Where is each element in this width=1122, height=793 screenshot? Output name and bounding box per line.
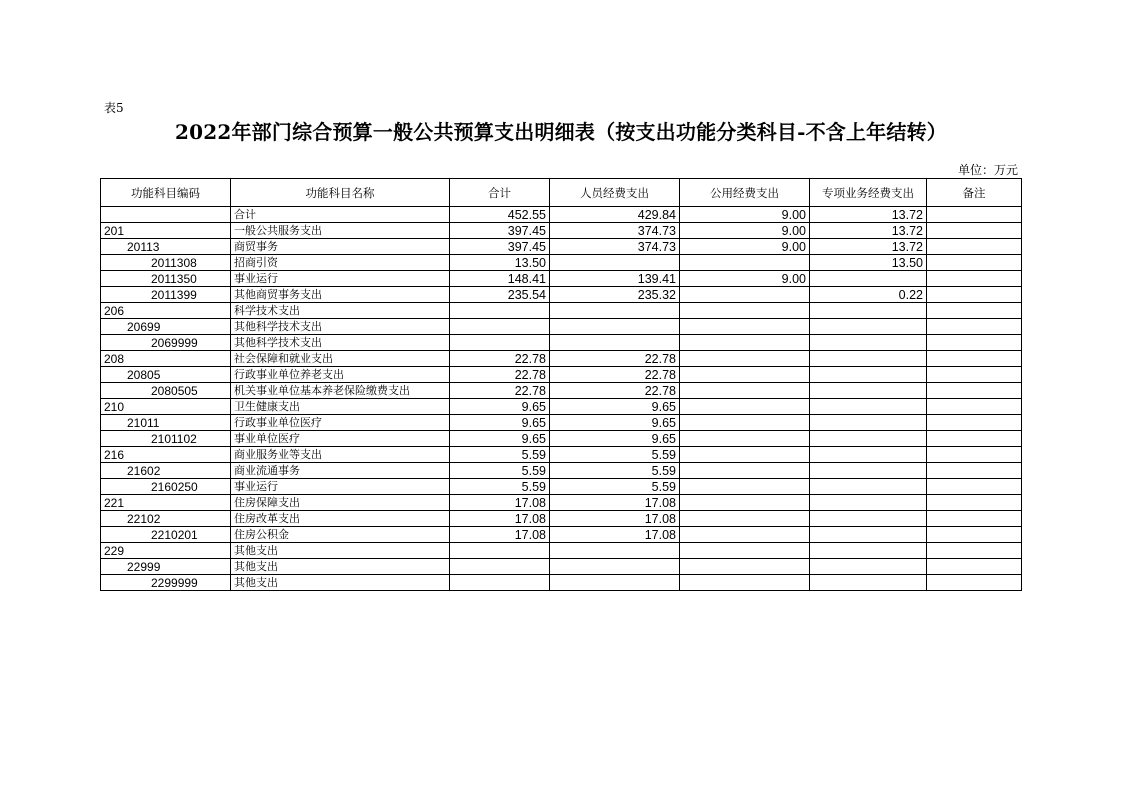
cell-code: 210 — [101, 399, 231, 415]
cell-remarks — [927, 399, 1022, 415]
cell-total: 22.78 — [450, 351, 550, 367]
cell-code: 20113 — [101, 239, 231, 255]
cell-name: 招商引资 — [231, 255, 450, 271]
cell-special — [810, 351, 927, 367]
cell-code: 2101102 — [101, 431, 231, 447]
cell-total: 17.08 — [450, 495, 550, 511]
cell-name: 事业运行 — [231, 479, 450, 495]
cell-special — [810, 271, 927, 287]
cell-code: 2080505 — [101, 383, 231, 399]
cell-code: 21602 — [101, 463, 231, 479]
cell-name: 科学技术支出 — [231, 303, 450, 319]
table-row — [101, 463, 1022, 479]
cell-remarks — [927, 271, 1022, 287]
cell-code: 20805 — [101, 367, 231, 383]
cell-public — [680, 495, 810, 511]
cell-special: 13.72 — [810, 239, 927, 255]
cell-personnel — [550, 559, 680, 575]
cell-name: 事业运行 — [231, 271, 450, 287]
header-code: 功能科目编码 — [101, 179, 231, 207]
cell-public: 9.00 — [680, 207, 810, 223]
cell-total: 22.78 — [450, 383, 550, 399]
cell-name: 行政事业单位医疗 — [231, 415, 450, 431]
cell-name: 其他支出 — [231, 559, 450, 575]
cell-personnel: 9.65 — [550, 431, 680, 447]
cell-remarks — [927, 239, 1022, 255]
unit-label: 单位：万元 — [957, 163, 1018, 177]
cell-public: 9.00 — [680, 239, 810, 255]
cell-code: 2011350 — [101, 271, 231, 287]
cell-special — [810, 575, 927, 591]
cell-remarks — [927, 431, 1022, 447]
table-row — [101, 255, 1022, 271]
cell-name: 其他科学技术支出 — [231, 319, 450, 335]
cell-personnel — [550, 575, 680, 591]
cell-remarks — [927, 479, 1022, 495]
cell-personnel: 374.73 — [550, 223, 680, 239]
cell-remarks — [927, 447, 1022, 463]
table-row — [101, 511, 1022, 527]
cell-total — [450, 575, 550, 591]
cell-remarks — [927, 335, 1022, 351]
cell-remarks — [927, 415, 1022, 431]
cell-name: 事业单位医疗 — [231, 431, 450, 447]
cell-special — [810, 335, 927, 351]
cell-personnel — [550, 319, 680, 335]
cell-special — [810, 479, 927, 495]
cell-public — [680, 319, 810, 335]
cell-public — [680, 559, 810, 575]
cell-public — [680, 383, 810, 399]
cell-public: 9.00 — [680, 271, 810, 287]
table-row — [101, 543, 1022, 559]
table-row — [101, 287, 1022, 303]
header-remarks: 备注 — [927, 179, 1022, 207]
table-row — [101, 399, 1022, 415]
cell-personnel — [550, 335, 680, 351]
cell-special — [810, 319, 927, 335]
cell-personnel: 5.59 — [550, 447, 680, 463]
header-total: 合计 — [450, 179, 550, 207]
cell-special — [810, 367, 927, 383]
table-row — [101, 479, 1022, 495]
cell-special — [810, 415, 927, 431]
cell-name: 商业服务业等支出 — [231, 447, 450, 463]
cell-total: 9.65 — [450, 431, 550, 447]
table-row — [101, 367, 1022, 383]
header-personnel: 人员经费支出 — [550, 179, 680, 207]
table-body — [101, 207, 1022, 591]
header-public: 公用经费支出 — [680, 179, 810, 207]
budget-expenditure-table — [100, 178, 1022, 591]
cell-personnel: 9.65 — [550, 415, 680, 431]
cell-personnel — [550, 543, 680, 559]
cell-total: 397.45 — [450, 239, 550, 255]
table-row — [101, 223, 1022, 239]
header-name: 功能科目名称 — [231, 179, 450, 207]
cell-personnel: 22.78 — [550, 383, 680, 399]
cell-name: 商贸事务 — [231, 239, 450, 255]
cell-special — [810, 543, 927, 559]
cell-remarks — [927, 575, 1022, 591]
cell-total: 22.78 — [450, 367, 550, 383]
table-row — [101, 447, 1022, 463]
cell-name: 合计 — [231, 207, 450, 223]
cell-name: 卫生健康支出 — [231, 399, 450, 415]
cell-total — [450, 303, 550, 319]
cell-name: 其他科学技术支出 — [231, 335, 450, 351]
cell-public — [680, 527, 810, 543]
cell-total: 5.59 — [450, 479, 550, 495]
cell-public — [680, 351, 810, 367]
cell-total: 17.08 — [450, 527, 550, 543]
header-special: 专项业务经费支出 — [810, 179, 927, 207]
cell-code: 2011308 — [101, 255, 231, 271]
cell-name: 行政事业单位养老支出 — [231, 367, 450, 383]
cell-special — [810, 495, 927, 511]
cell-code: 2299999 — [101, 575, 231, 591]
cell-code: 2011399 — [101, 287, 231, 303]
cell-public — [680, 511, 810, 527]
cell-personnel: 429.84 — [550, 207, 680, 223]
cell-total: 17.08 — [450, 511, 550, 527]
cell-total: 5.59 — [450, 463, 550, 479]
cell-special — [810, 511, 927, 527]
table-row — [101, 271, 1022, 287]
cell-total — [450, 543, 550, 559]
cell-special: 0.22 — [810, 287, 927, 303]
table-row — [101, 383, 1022, 399]
cell-personnel: 5.59 — [550, 463, 680, 479]
cell-name: 其他商贸事务支出 — [231, 287, 450, 303]
cell-code: 229 — [101, 543, 231, 559]
cell-code — [101, 207, 231, 223]
table-row — [101, 239, 1022, 255]
cell-personnel: 17.08 — [550, 511, 680, 527]
cell-special — [810, 463, 927, 479]
cell-total: 5.59 — [450, 447, 550, 463]
table-row — [101, 207, 1022, 223]
cell-public — [680, 303, 810, 319]
cell-total: 148.41 — [450, 271, 550, 287]
cell-personnel: 17.08 — [550, 527, 680, 543]
cell-remarks — [927, 303, 1022, 319]
cell-name: 一般公共服务支出 — [231, 223, 450, 239]
cell-code: 201 — [101, 223, 231, 239]
cell-total: 9.65 — [450, 399, 550, 415]
cell-personnel: 139.41 — [550, 271, 680, 287]
table-row — [101, 559, 1022, 575]
table-row — [101, 415, 1022, 431]
cell-public — [680, 399, 810, 415]
table-row — [101, 319, 1022, 335]
cell-special: 13.50 — [810, 255, 927, 271]
cell-code: 2210201 — [101, 527, 231, 543]
cell-public — [680, 431, 810, 447]
table-row — [101, 303, 1022, 319]
cell-name: 其他支出 — [231, 543, 450, 559]
cell-public — [680, 575, 810, 591]
cell-special — [810, 559, 927, 575]
cell-special: 13.72 — [810, 207, 927, 223]
cell-personnel: 5.59 — [550, 479, 680, 495]
cell-special — [810, 527, 927, 543]
cell-special — [810, 399, 927, 415]
cell-special — [810, 447, 927, 463]
cell-remarks — [927, 543, 1022, 559]
cell-public — [680, 447, 810, 463]
cell-remarks — [927, 287, 1022, 303]
cell-total — [450, 335, 550, 351]
cell-name: 机关事业单位基本养老保险缴费支出 — [231, 383, 450, 399]
cell-code: 22999 — [101, 559, 231, 575]
cell-personnel — [550, 255, 680, 271]
cell-code: 20699 — [101, 319, 231, 335]
cell-personnel: 235.32 — [550, 287, 680, 303]
cell-public — [680, 543, 810, 559]
cell-code: 21011 — [101, 415, 231, 431]
table-row — [101, 335, 1022, 351]
cell-name: 商业流通事务 — [231, 463, 450, 479]
cell-total — [450, 559, 550, 575]
cell-public — [680, 479, 810, 495]
cell-public — [680, 463, 810, 479]
cell-public — [680, 367, 810, 383]
cell-remarks — [927, 511, 1022, 527]
cell-remarks — [927, 223, 1022, 239]
cell-public — [680, 335, 810, 351]
table-number-label: 表5 — [104, 101, 124, 115]
cell-special — [810, 303, 927, 319]
cell-remarks — [927, 527, 1022, 543]
cell-remarks — [927, 207, 1022, 223]
table-row — [101, 527, 1022, 543]
cell-personnel: 22.78 — [550, 367, 680, 383]
cell-name: 住房改革支出 — [231, 511, 450, 527]
cell-public — [680, 415, 810, 431]
cell-code: 216 — [101, 447, 231, 463]
cell-remarks — [927, 319, 1022, 335]
cell-remarks — [927, 383, 1022, 399]
table-row — [101, 351, 1022, 367]
cell-special — [810, 383, 927, 399]
cell-code: 2069999 — [101, 335, 231, 351]
table-row — [101, 575, 1022, 591]
cell-name: 住房公积金 — [231, 527, 450, 543]
cell-remarks — [927, 495, 1022, 511]
cell-name: 社会保障和就业支出 — [231, 351, 450, 367]
cell-code: 221 — [101, 495, 231, 511]
cell-total: 235.54 — [450, 287, 550, 303]
table-row — [101, 495, 1022, 511]
cell-code: 208 — [101, 351, 231, 367]
cell-remarks — [927, 367, 1022, 383]
cell-personnel: 374.73 — [550, 239, 680, 255]
table-header-row — [101, 179, 1022, 207]
cell-public — [680, 287, 810, 303]
cell-code: 2160250 — [101, 479, 231, 495]
cell-special — [810, 431, 927, 447]
cell-personnel: 22.78 — [550, 351, 680, 367]
cell-total: 9.65 — [450, 415, 550, 431]
cell-total: 397.45 — [450, 223, 550, 239]
cell-remarks — [927, 351, 1022, 367]
table-row — [101, 431, 1022, 447]
cell-personnel: 9.65 — [550, 399, 680, 415]
cell-remarks — [927, 255, 1022, 271]
cell-remarks — [927, 559, 1022, 575]
cell-public: 9.00 — [680, 223, 810, 239]
cell-personnel — [550, 303, 680, 319]
cell-code: 22102 — [101, 511, 231, 527]
cell-total: 13.50 — [450, 255, 550, 271]
cell-total: 452.55 — [450, 207, 550, 223]
cell-personnel: 17.08 — [550, 495, 680, 511]
cell-total — [450, 319, 550, 335]
cell-code: 206 — [101, 303, 231, 319]
cell-name: 其他支出 — [231, 575, 450, 591]
cell-public — [680, 255, 810, 271]
cell-special: 13.72 — [810, 223, 927, 239]
cell-remarks — [927, 463, 1022, 479]
document-title: 2022年部门综合预算一般公共预算支出明细表（按支出功能分类科目-不含上年结转） — [175, 120, 947, 144]
cell-name: 住房保障支出 — [231, 495, 450, 511]
